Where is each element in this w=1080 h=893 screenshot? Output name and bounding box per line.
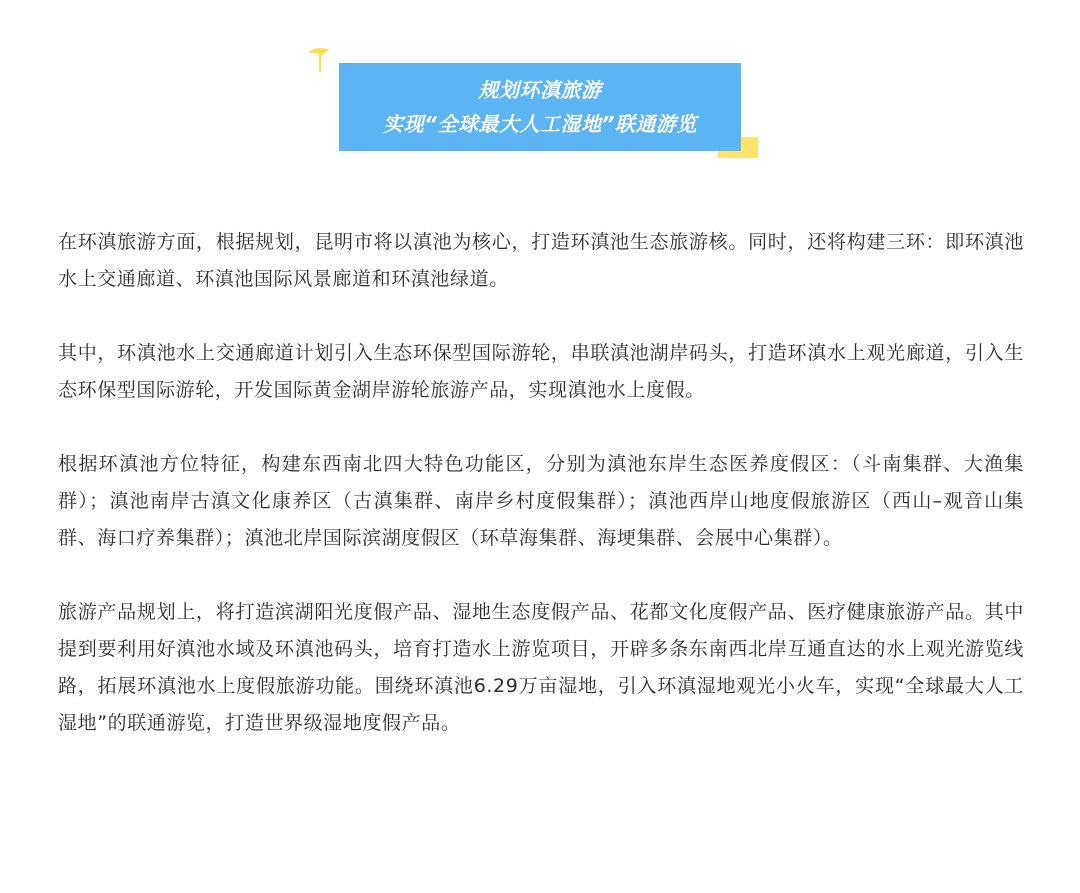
- header-title-line-2: 实现“全球最大人工湿地”联通游览: [383, 112, 697, 136]
- article-body: [58, 224, 1024, 742]
- paragraph-2: 其中，环滇池水上交通廊道计划引入生态环保型国际游轮，串联滇池湖岸码头，打造环滇水上观光廊道，引入生态环保型国际游轮，开发国际黄金湖岸游轮旅游产品，实现滇池水上度假。: [58, 342, 1024, 401]
- paragraph-1: 在环滇旅游方面，根据规划，昆明市将以滇池为核心，打造环滇池生态旅游核。同时，还将构建三环：即环滇池水上交通廊道、环滇池国际风景廊道和环滇池绿道。: [58, 231, 1024, 290]
- section-header-banner: [339, 63, 741, 151]
- paragraph-3: 根据环滇池方位特征，构建东西南北四大特色功能区，分别为滇池东岸生态医养度假区：（斗南集群、大渔集群）；滇池南岸古滇文化康养区（古滇集群、南岸乡村度假集群）；滇池西岸山地度假旅游区（西山–观音山集群、海口疗养集群）；滇池北岸国际滨湖度假区（环草海集群、海埂集群、会展中心集群）。: [58, 453, 1024, 549]
- umbrella-icon: [306, 44, 334, 74]
- paragraph-4: 旅游产品规划上，将打造滨湖阳光度假产品、湿地生态度假产品、花都文化度假产品、医疗健康旅游产品。其中提到要利用好滇池水域及环滇池码头，培育打造水上游览项目，开辟多条东南西北岸互通直达的水上观光游览线路，拓展环滇池水上度假旅游功能。围绕环滇池6.29万亩湿地，引入环滇湿地观光小火车，实现“全球最大人工湿地”的联通游览，打造世界级湿地度假产品。: [58, 601, 1024, 734]
- header-title-line-1: 规划环滇旅游: [478, 78, 602, 102]
